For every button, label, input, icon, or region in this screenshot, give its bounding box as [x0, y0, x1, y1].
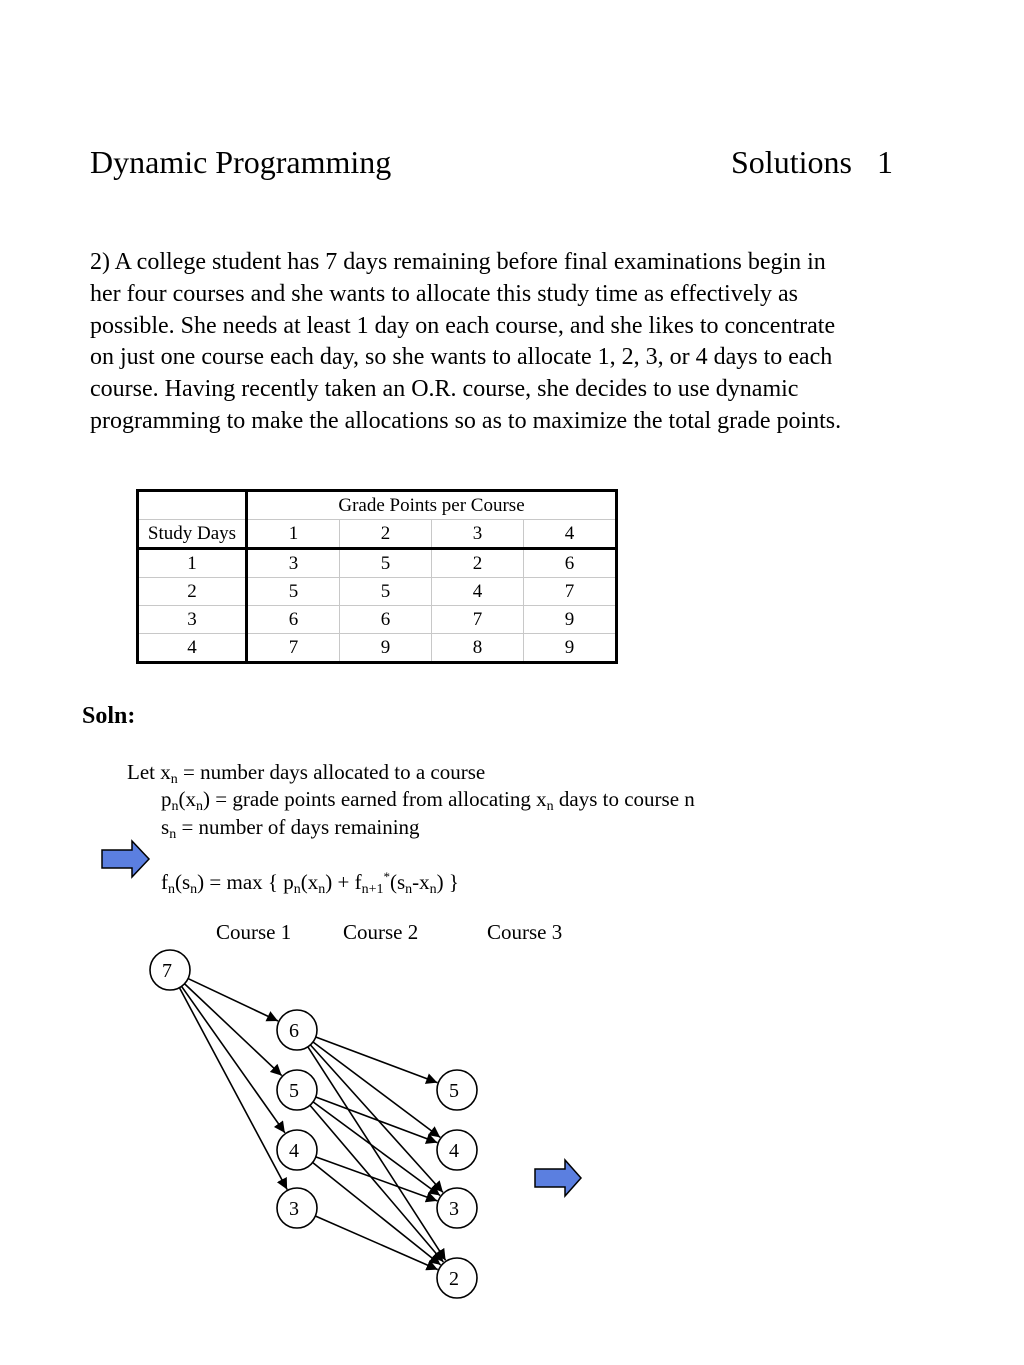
table-cell: 7 — [524, 578, 617, 606]
network-node-label: 6 — [289, 1020, 299, 1042]
network-node-label: 5 — [289, 1080, 299, 1102]
network-node — [277, 1188, 317, 1228]
table-col-header: 1 — [247, 520, 340, 549]
table-cell: 4 — [432, 578, 524, 606]
table-cell: 5 — [340, 549, 432, 578]
table-col-header: 2 — [340, 520, 432, 549]
network-node-label: 3 — [289, 1198, 299, 1220]
recurrence-formula: $f_n(s_n) = \max$ { $p_n(x_n) + f_{n+1}^*(s_n-x_n)$ } — [161, 869, 459, 897]
network-edge — [313, 1162, 441, 1264]
stage-label-course-3: Course 3 — [487, 920, 563, 944]
network-node — [150, 950, 190, 990]
table-cell: 7 — [432, 606, 524, 634]
network-edge — [182, 986, 285, 1132]
network-node-label: 7 — [162, 960, 172, 982]
table-cell: 7 — [247, 634, 340, 663]
network-node-label: 4 — [289, 1140, 299, 1162]
table-cell: 9 — [524, 634, 617, 663]
table-cell: 3 — [247, 549, 340, 578]
table-cell: 2 — [432, 549, 524, 578]
definition-x: Let $x_n$ = number days allocated to a course — [127, 760, 486, 787]
network-node — [277, 1070, 317, 1110]
right-arrow-icon — [102, 841, 149, 877]
definition-s: $s_n$ = number of days remaining — [161, 815, 420, 842]
table-cell: 6 — [340, 606, 432, 634]
problem-line: course. Having recently taken an O.R. course, she decides to use dynamic — [90, 376, 799, 403]
network-edge — [310, 1045, 443, 1193]
network-nodes — [150, 950, 477, 1298]
network-node-label: 3 — [449, 1198, 459, 1220]
table-cell: 6 — [247, 606, 340, 634]
table-cell: 2 — [138, 578, 247, 606]
right-arrow-icon — [535, 1160, 581, 1196]
page-title: Dynamic Programming — [90, 144, 392, 180]
table-cell: 9 — [524, 606, 617, 634]
network-edge — [316, 1037, 438, 1083]
network-node — [437, 1188, 477, 1228]
table-cell: 1 — [138, 549, 247, 578]
network-node — [437, 1070, 477, 1110]
network-node-label: 5 — [449, 1080, 459, 1102]
page-number: 1 — [877, 144, 893, 180]
table-cell: 6 — [524, 549, 617, 578]
table-cell: 9 — [340, 634, 432, 663]
table-cell: 3 — [138, 606, 247, 634]
problem-line: on just one course each day, so she wants to allocate 1, 2, 3, or 4 days to each — [90, 344, 833, 371]
network-node — [437, 1130, 477, 1170]
network-edge — [316, 1097, 438, 1143]
network-edge — [315, 1216, 437, 1270]
network-edge — [313, 1042, 440, 1137]
network-edge — [185, 984, 282, 1076]
table-cell: 5 — [247, 578, 340, 606]
solution-heading: Soln: — [82, 703, 136, 729]
stage-label-course-2: Course 2 — [343, 920, 419, 944]
definition-p: $p_n(x_n)$ = grade points earned from allocating $x_n$ days to course n — [161, 787, 695, 814]
network-node — [437, 1258, 477, 1298]
network-edge — [313, 1102, 440, 1196]
table-col-header: 4 — [524, 520, 617, 549]
network-edge — [308, 1047, 446, 1261]
problem-line: possible. She needs at least 1 day on each course, and she likes to concentrate — [90, 312, 836, 339]
network-node-label: 4 — [449, 1140, 459, 1162]
stage-label-course-1: Course 1 — [216, 920, 292, 944]
table-cell: 8 — [432, 634, 524, 663]
table-cell: 5 — [340, 578, 432, 606]
table-group-header: Grade Points per Course — [247, 491, 617, 520]
network-node-label: 2 — [449, 1268, 459, 1290]
problem-line: programming to make the allocations so as to maximize the total grade points. — [90, 407, 842, 434]
table-cell: 4 — [138, 634, 247, 663]
problem-line: her four courses and she wants to allocate this study time as effectively as — [90, 280, 799, 307]
problem-line: 2) A college student has 7 days remaining before final examinations begin in — [90, 249, 826, 275]
table-col-header: 3 — [432, 520, 524, 549]
table-row-header: Study Days — [138, 520, 247, 549]
header-solutions: Solutions — [731, 144, 852, 180]
network-node — [277, 1130, 317, 1170]
network-node — [277, 1010, 317, 1050]
